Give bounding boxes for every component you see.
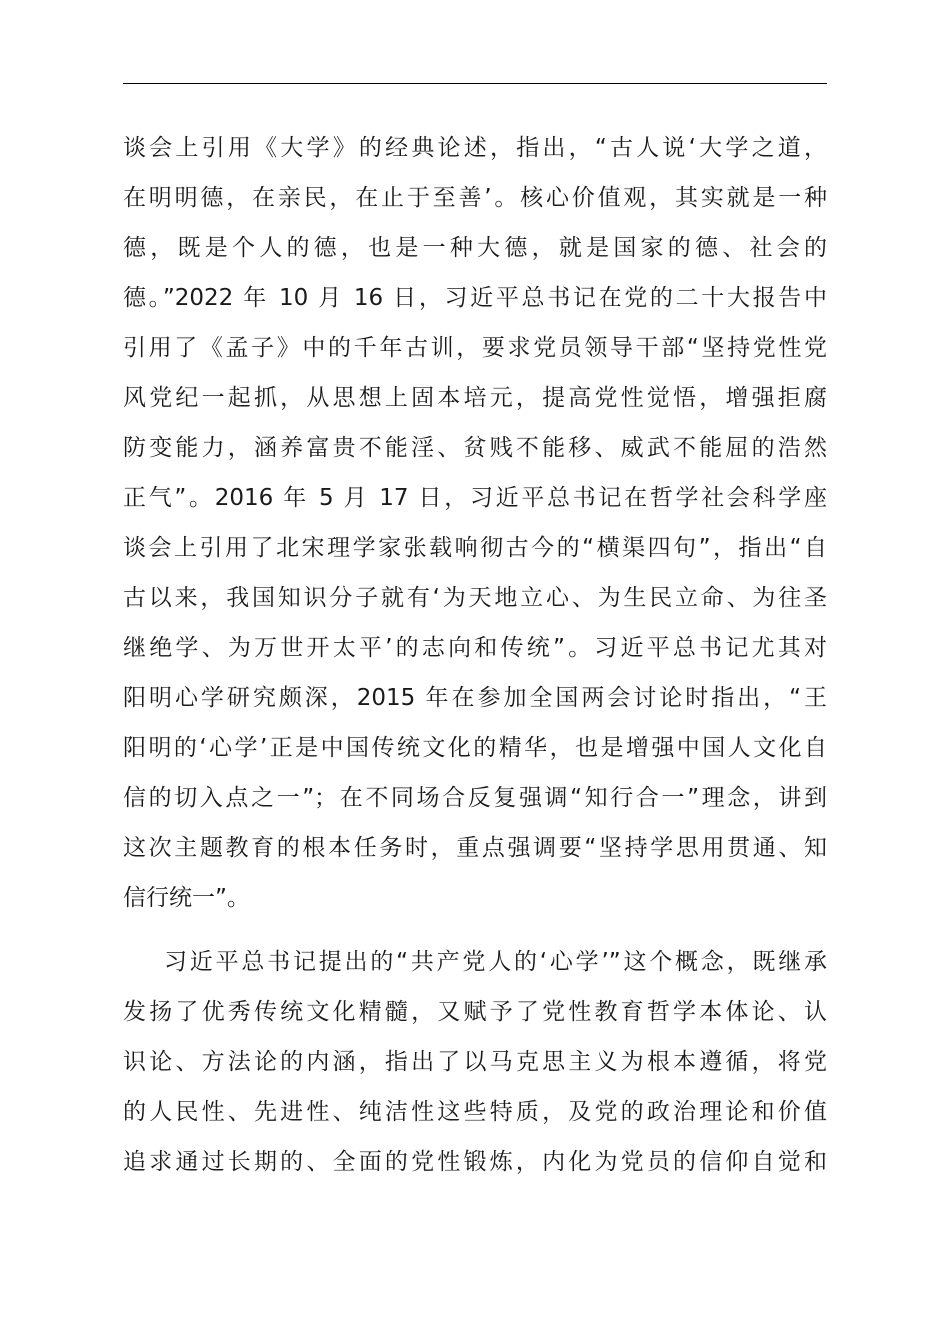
- paragraph-line: 追求通过长期的、全面的党性锻炼，内化为党员的信仰自觉和: [123, 1149, 827, 1175]
- paragraph-line: 阳明心学研究颇深，2015 年在参加全国两会讨论时指出，“王: [123, 685, 827, 711]
- paragraph-line: 风党纪一起抓，从思想上固本培元，提高党性觉悟，增强拒腐: [123, 385, 827, 411]
- paragraph-line: 的人民性、先进性、纯洁性这些特质，及党的政治理论和价值: [123, 1099, 827, 1125]
- paragraph-line: 这次主题教育的根本任务时，重点强调要“坚持学思用贯通、知: [123, 835, 827, 861]
- paragraph-line: 正气”。2016 年 5 月 17 日，习近平总书记在哲学社会科学座: [123, 485, 827, 511]
- paragraph-line: 识论、方法论的内涵，指出了以马克思主义为根本遵循，将党: [123, 1049, 827, 1075]
- paragraph-line: 阳明的‘心学’正是中国传统文化的精华，也是增强中国人文化自: [123, 735, 827, 761]
- paragraph-line: 信行统一”。: [123, 885, 250, 911]
- paragraph-line: 德。”2022 年 10 月 16 日，习近平总书记在党的二十大报告中: [123, 285, 827, 311]
- paragraph-1: [123, 123, 827, 923]
- paragraph-line: 继绝学、为万世开太平’的志向和传统”。习近平总书记尤其对: [123, 635, 827, 661]
- paragraph-line: 习近平总书记提出的“共产党人的‘心学’”这个概念，既继承: [164, 949, 827, 975]
- paragraph-line: 谈会上引用《大学》的经典论述，指出，“古人说‘大学之道，: [123, 135, 827, 161]
- paragraph-line: 德，既是个人的德，也是一种大德，就是国家的德、社会的: [123, 235, 827, 261]
- paragraph-line: 引用了《孟子》中的千年古训，要求党员领导干部“坚持党性党: [123, 335, 827, 361]
- paragraph-line: 古以来，我国知识分子就有‘为天地立心、为生民立命、为往圣: [123, 585, 827, 611]
- paragraph-line: 谈会上引用了北宋理学家张载响彻古今的“横渠四句”，指出“自: [123, 535, 827, 561]
- paragraph-line: 发扬了优秀传统文化精髓，又赋予了党性教育哲学本体论、认: [123, 999, 827, 1025]
- paragraph-line: 在明明德，在亲民，在止于至善’。核心价值观，其实就是一种: [123, 185, 827, 211]
- paragraph-2: [123, 937, 827, 1187]
- paragraph-line: 信的切入点之一”；在不同场合反复强调“知行合一”理念，讲到: [123, 785, 827, 811]
- header-rule: [123, 83, 827, 84]
- paragraph-line: 防变能力，涵养富贵不能淫、贫贱不能移、威武不能屈的浩然: [123, 435, 827, 461]
